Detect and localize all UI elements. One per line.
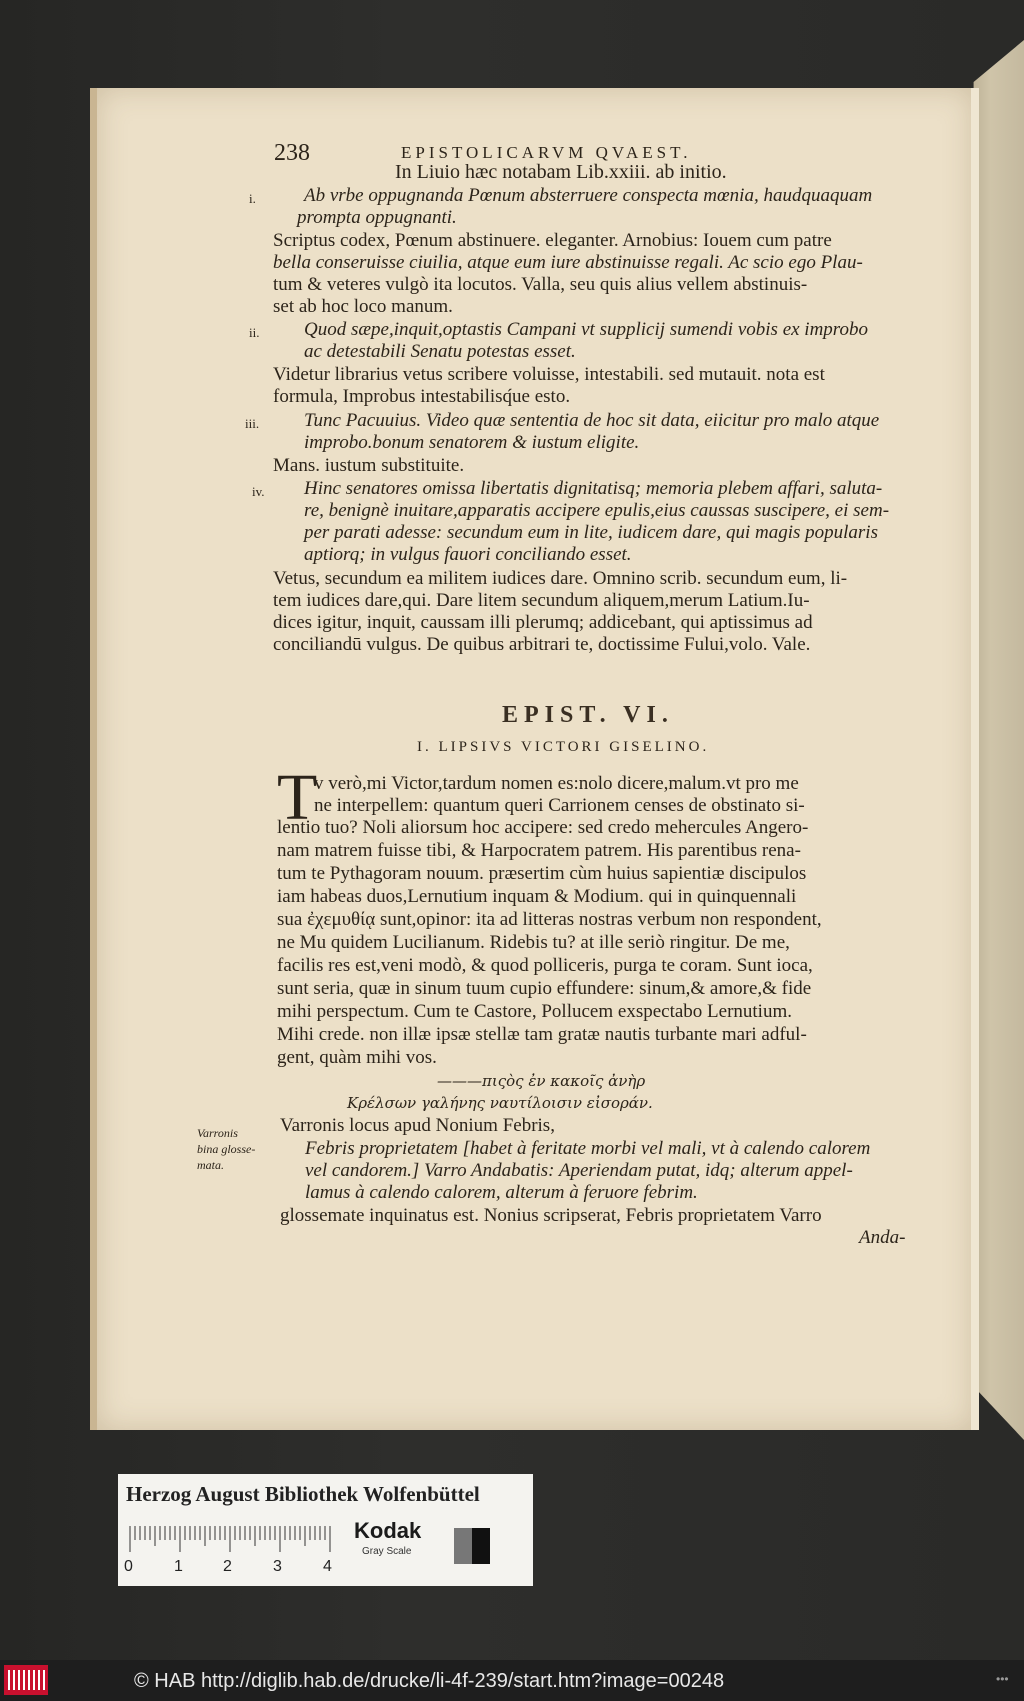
copyright-url[interactable]: © HAB http://diglib.hab.de/drucke/li-4f-239/start.htm?image=00248 bbox=[134, 1670, 725, 1692]
varro-quote-line: vel candorem.] Varro Andabatis: Aperiendam putat, idq; alterum appel- bbox=[305, 1160, 853, 1181]
body-line: ne interpellem: quantum queri Carrionem censes de obstinato si- bbox=[314, 795, 805, 816]
quote-line: Quod sæpe,inquit,optastis Campani vt supplicij sumendi vobis ex improbo bbox=[304, 319, 868, 340]
kodak-logo: Kodak bbox=[354, 1518, 422, 1543]
varro-quote-line: lamus à calendo calorem, alterum à feruore febrim. bbox=[305, 1182, 698, 1203]
note-line: conciliandū vulgus. De quibus arbitrari te, doctissime Fului,volo. Vale. bbox=[273, 634, 811, 655]
epistle-heading: EPIST. VI. bbox=[502, 702, 674, 728]
body-line: lentio tuo? Noli aliorsum hoc accipere: sed credo mehercules Angero- bbox=[277, 817, 809, 838]
body-line: sua ἐχεμυθίᾳ sunt,opinor: ita ad litteras nostras verbum non respondent, bbox=[277, 909, 822, 930]
greek-verse-line: ———πιςὸς ἐν κακοῖς ἀνὴρ bbox=[437, 1072, 646, 1090]
greek-verse-line: Κρέλσων γαλήνης ναυτίλοισιν εἰσοράν. bbox=[347, 1094, 653, 1112]
body-line: Mihi crede. non illæ ipsæ stellæ tam gratæ nautis turbante mari adful- bbox=[277, 1024, 807, 1045]
item-number: i. bbox=[249, 191, 256, 206]
body-line: ne Mu quidem Lucilianum. Ridebis tu? at ille seriò ringitur. De me, bbox=[277, 932, 790, 953]
page-edge bbox=[971, 88, 979, 1430]
body-line: facilis res est,veni modò, & quod polliceris, purga te coram. Sunt ioca, bbox=[277, 955, 813, 976]
page-number: 238 bbox=[274, 140, 310, 166]
running-head: EPISTOLICARVM QVAEST. bbox=[401, 143, 692, 162]
ruler-number: 4 bbox=[323, 1558, 332, 1575]
note-line: Scriptus codex, Pœnum abstinuere. eleganter. Arnobius: Iouem cum patre bbox=[273, 230, 832, 251]
epistle-subtitle: I. LIPSIVS VICTORI GISELINO. bbox=[417, 739, 710, 755]
varro-quote-line: Febris proprietatem [habet à feritate morbi vel mali, vt à calendo calorem bbox=[305, 1138, 871, 1159]
ruler-number: 3 bbox=[273, 1558, 282, 1575]
body-line: sunt seria, quæ in sinum tuum cupio effundere: sinum,& amore,& fide bbox=[277, 978, 812, 999]
catchword: Anda- bbox=[859, 1227, 906, 1248]
margin-note-line: mata. bbox=[197, 1158, 224, 1172]
body-line: v verò,mi Victor,tardum nomen es:nolo dicere,malum.vt pro me bbox=[314, 773, 799, 794]
gray-scale-label: Gray Scale bbox=[362, 1546, 412, 1557]
body-line: mihi perspectum. Cum te Castore, Pollucem exspectabo Lernutium. bbox=[277, 1001, 792, 1022]
item-number: iv. bbox=[252, 484, 265, 499]
quote-line: ac detestabili Senatu potestas esset. bbox=[304, 341, 576, 362]
varro-intro: Varronis locus apud Nonium Febris, bbox=[280, 1115, 555, 1136]
quote-line: improbo.bonum senatorem & iustum eligite. bbox=[304, 432, 640, 453]
quote-line: Tunc Pacuuius. Video quæ sententia de hoc sit data, eiicitur pro malo atque bbox=[304, 410, 880, 431]
body-line: tum te Pythagoram nouum. præsertim cùm huius sapientiæ discipulos bbox=[277, 863, 807, 884]
note-line: tum & veteres vulgò ita locutos. Valla, seu quis alius vellem abstinuis- bbox=[273, 274, 808, 295]
quote-line: aptiorq; in vulgus fauori conciliando esset. bbox=[304, 544, 632, 565]
ruler-number: 2 bbox=[223, 1558, 232, 1575]
ruler-scale bbox=[128, 1522, 336, 1554]
note-line: Vetus, secundum ea militem iudices dare. Omnino scrib. secundum eum, li- bbox=[273, 568, 848, 589]
quote-line: Hinc senatores omissa libertatis dignitatisq; memoria plebem affari, saluta- bbox=[304, 478, 883, 499]
library-name: Herzog August Bibliothek Wolfenbüttel bbox=[126, 1482, 480, 1506]
quote-line: per parati adesse: secundum eum in lite, iudicem dare, qui magis popularis bbox=[304, 522, 878, 543]
gray-patch bbox=[454, 1528, 490, 1564]
item-number: iii. bbox=[245, 416, 260, 431]
body-line: gent, quàm mihi vos. bbox=[277, 1047, 437, 1068]
quote-line: Ab vrbe oppugnanda Pœnum absterruere conspecta mœnia, haudquaquam bbox=[304, 185, 873, 206]
margin-note-line: Varronis bbox=[197, 1126, 238, 1140]
note-line: bella conseruisse ciuilia, atque eum iure abstinuisse regali. Ac scio ego Plau- bbox=[273, 252, 863, 273]
note-line: set ab hoc loco manum. bbox=[273, 296, 453, 317]
note-line: Mans. iustum substituite. bbox=[273, 455, 465, 476]
ruler-number: 0 bbox=[124, 1558, 133, 1575]
ruler-number: 1 bbox=[174, 1558, 183, 1575]
body-line: iam habeas duos,Lernutium inquam & Modium. qui in quinquennali bbox=[277, 886, 797, 907]
hab-logo-icon bbox=[4, 1665, 48, 1695]
gray-scale-card bbox=[118, 1474, 533, 1586]
note-line: tem iudices dare,qui. Dare litem secundum aliquem,merum Latium.Iu- bbox=[273, 590, 810, 611]
book-page bbox=[90, 88, 973, 1430]
quote-line: re, benignè inuitare,apparatis accipere epulis,eius caussas suscipere, ei sem- bbox=[304, 500, 890, 521]
intro-line: In Liuio hæc notabam Lib.xxiii. ab initio. bbox=[395, 161, 727, 183]
item-number: ii. bbox=[249, 325, 260, 340]
quote-line: prompta oppugnanti. bbox=[297, 207, 457, 228]
note-line: dices igitur, inquit, caussam illi plerumq; addicebant, qui aptissimus ad bbox=[273, 612, 813, 633]
body-line: nam matrem fuisse tibi, & Harpocratem patrem. His parentibus rena- bbox=[277, 840, 801, 861]
note-line: formula, Improbus intestabilisq́ue esto. bbox=[273, 386, 571, 407]
margin-note-line: bina glosse- bbox=[197, 1142, 256, 1156]
more-dots-icon[interactable]: ••• bbox=[996, 1672, 1009, 1686]
drop-cap: T bbox=[277, 761, 318, 834]
body-line: glossemate inquinatus est. Nonius scripserat, Febris proprietatem Varro bbox=[280, 1205, 822, 1226]
note-line: Videtur librarius vetus scribere voluisse, intestabili. sed mutauit. nota est bbox=[273, 364, 825, 385]
